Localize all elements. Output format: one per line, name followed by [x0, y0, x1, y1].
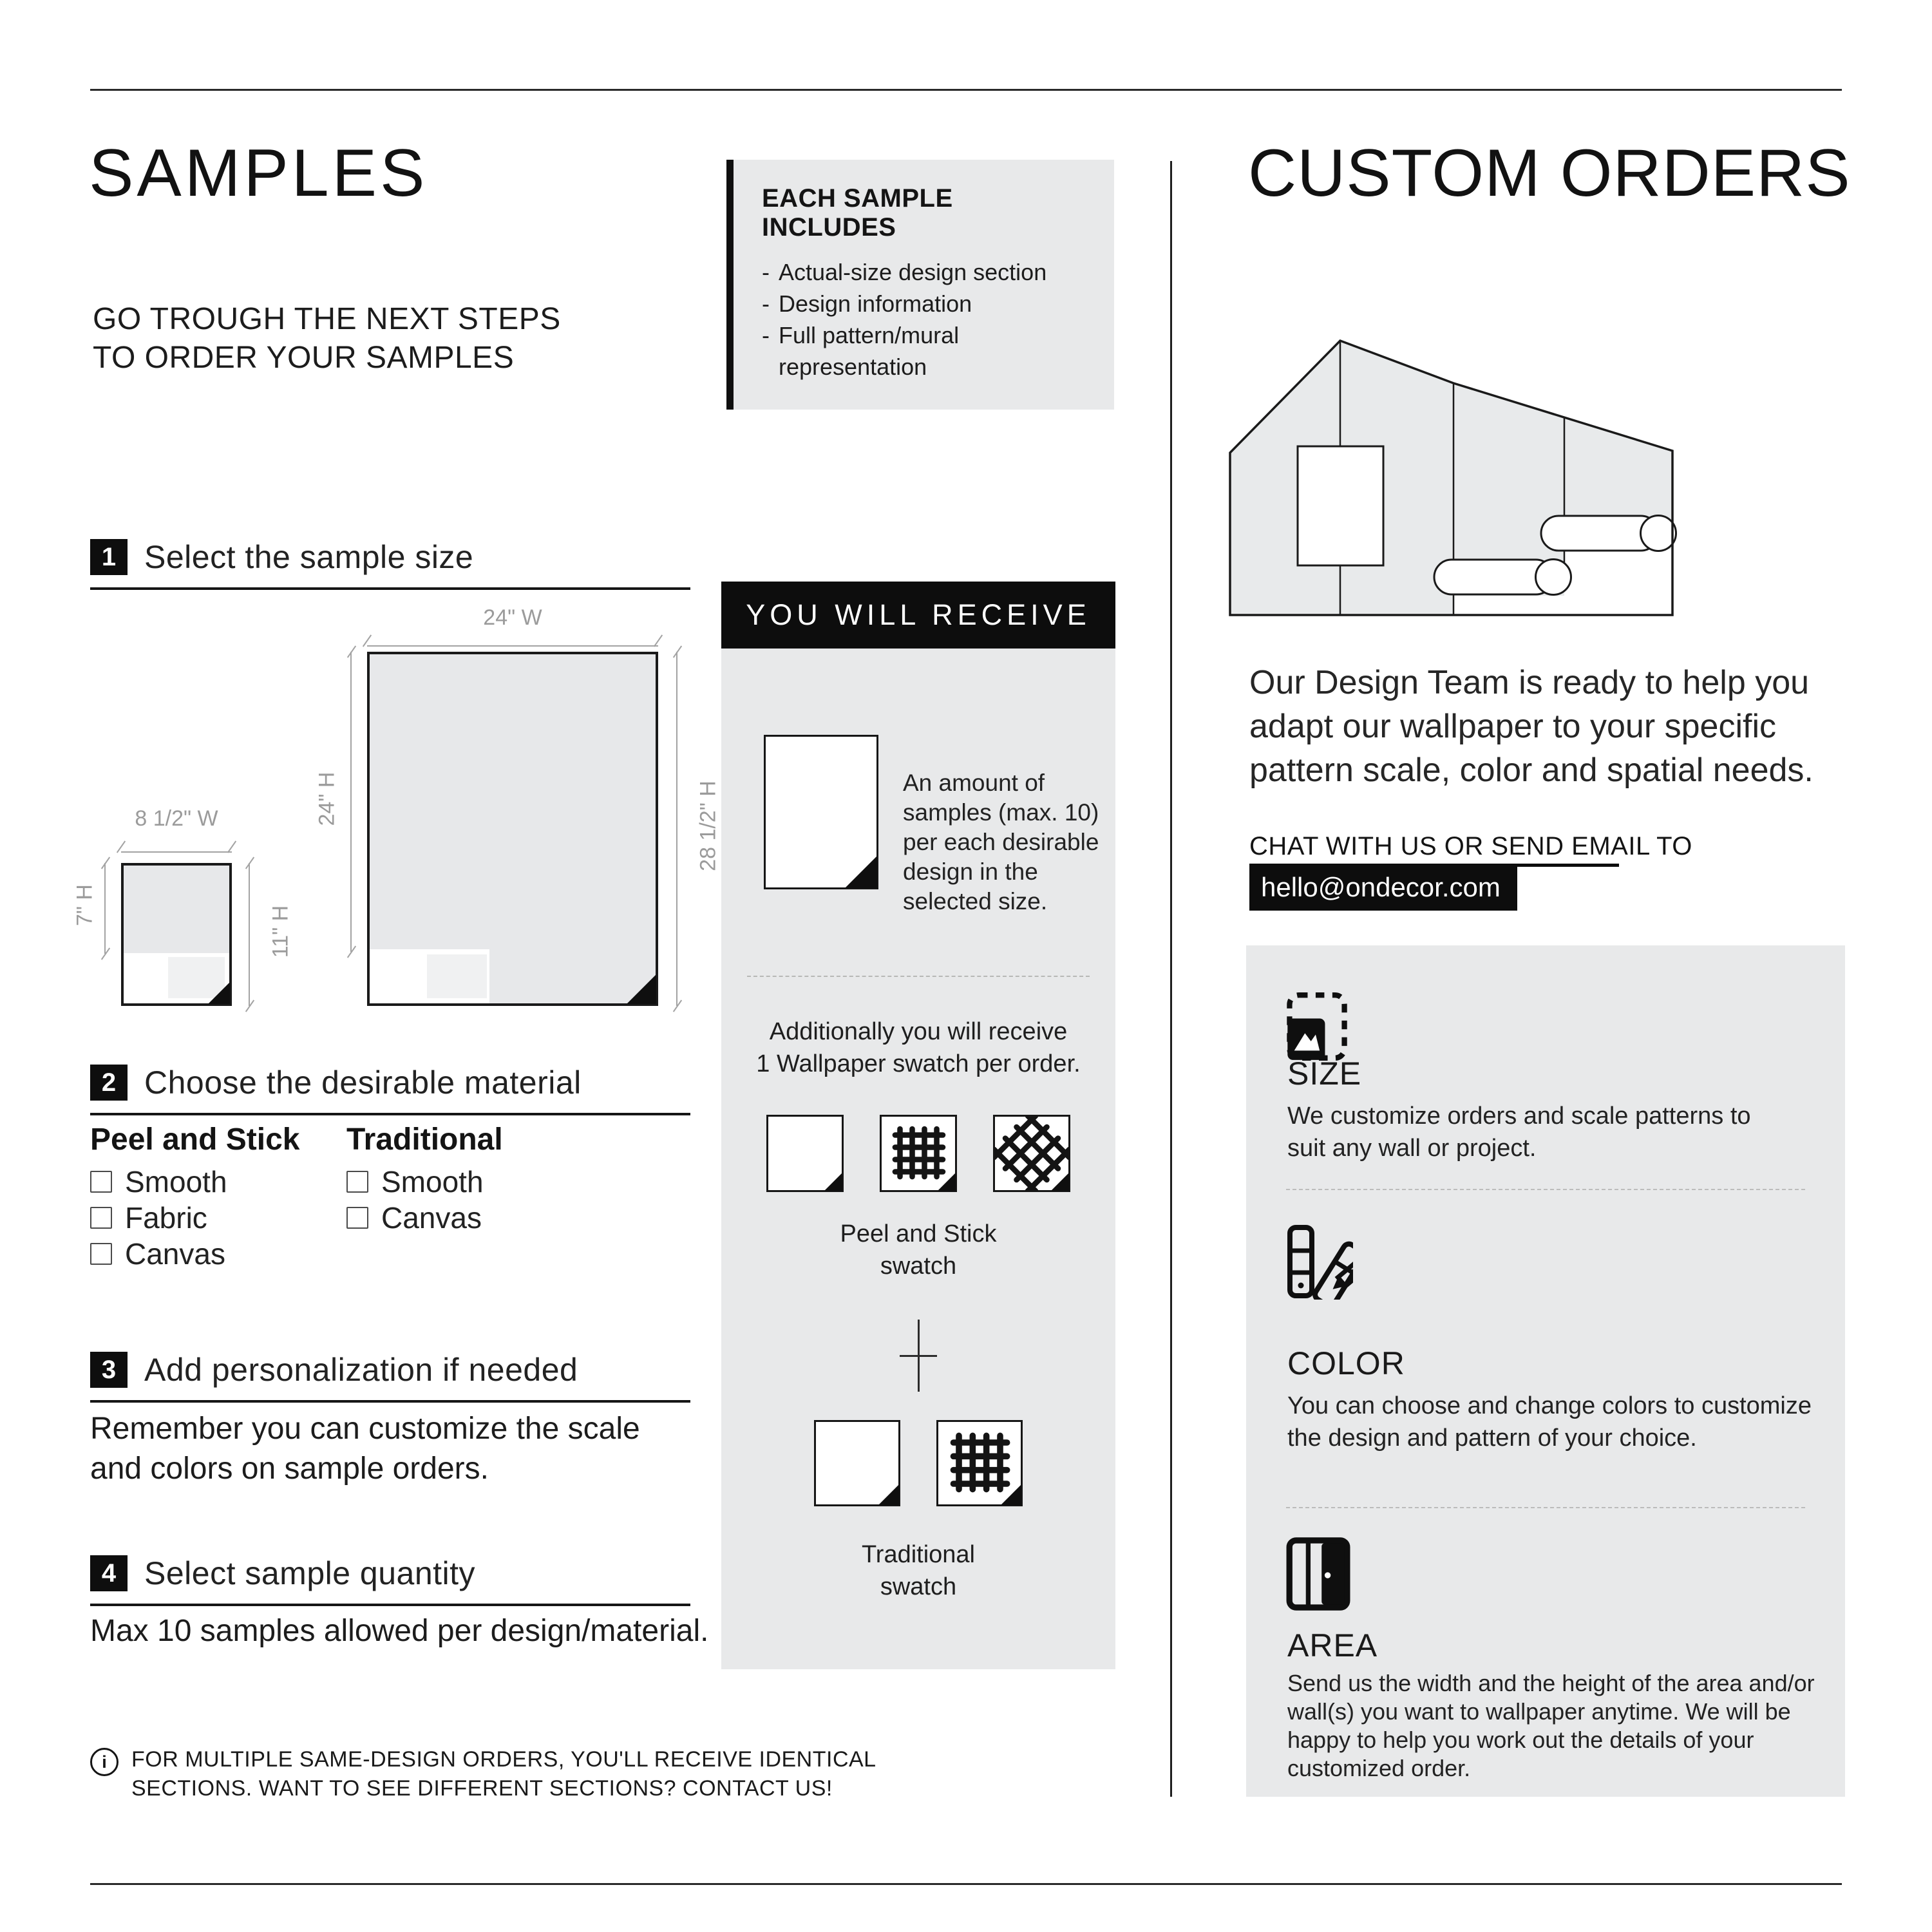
blank-swatch-icon — [814, 1420, 900, 1506]
includes-title: EACH SAMPLE INCLUDES — [762, 184, 953, 242]
receive-panel — [721, 649, 1115, 1669]
material-traditional-title: Traditional — [346, 1122, 503, 1157]
step-1-label: Select the sample size — [144, 539, 474, 575]
corner-fold-icon — [878, 1484, 899, 1505]
custom-features-panel — [1246, 945, 1845, 1797]
lattice-swatch-icon — [993, 1115, 1070, 1192]
plus-icon — [900, 1320, 937, 1392]
material-option-peel-fabric — [90, 1200, 207, 1235]
additional-text — [721, 1016, 1115, 1080]
house-wallpaper-illustration — [1227, 317, 1678, 620]
receive-samples-text: An amount of samples (max. 10) per each desirable design in the selected size. — [903, 770, 1099, 914]
corner-fold-icon — [1051, 1173, 1069, 1191]
additional-text-line1: Additionally you will receive — [769, 1018, 1068, 1045]
dimension-line-small-height-left — [104, 863, 106, 954]
peel-swatch-row — [721, 1115, 1115, 1192]
material-option-label: Canvas — [381, 1201, 482, 1235]
area-wall-icon — [1286, 1537, 1350, 1611]
dimension-label-large-width: 24" W — [483, 605, 542, 630]
dimension-label-small-width: 8 1/2" W — [135, 806, 218, 831]
grid-swatch-icon — [880, 1115, 957, 1192]
contact-label: CHAT WITH US OR SEND EMAIL TO — [1249, 832, 1692, 860]
bottom-rule — [90, 1883, 1842, 1885]
samples-intro-line1: GO TROUGH THE NEXT STEPS — [93, 302, 561, 336]
additional-text-line2: 1 Wallpaper swatch per order. — [756, 1050, 1081, 1077]
footer-note-line2: SECTIONS. WANT TO SEE DIFFERENT SECTIONS? CONTACT US! — [131, 1776, 833, 1801]
feature-title-color: COLOR — [1287, 1345, 1405, 1381]
color-swatchbook-icon — [1286, 1224, 1353, 1300]
samples-title: SAMPLES — [89, 136, 428, 211]
material-option-label: Canvas — [125, 1237, 225, 1271]
material-option-label: Smooth — [125, 1165, 227, 1198]
material-option-peel-smooth — [90, 1164, 227, 1199]
large-sheet-design-area — [370, 654, 656, 949]
corner-fold-icon — [938, 1173, 956, 1191]
corner-fold-icon — [824, 1173, 842, 1191]
dimension-label-small-height-left: 7" H — [72, 884, 97, 926]
traditional-swatch-label-line1: Traditional — [861, 1541, 975, 1568]
includes-item: - Design information — [762, 288, 1091, 319]
quantity-note: Max 10 samples allowed per design/material. — [90, 1614, 709, 1648]
checkbox[interactable] — [90, 1207, 112, 1229]
dimension-label-large-height-left: 24" H — [314, 772, 339, 826]
large-sheet-pattern-thumbnail — [427, 954, 487, 998]
checkbox[interactable] — [90, 1243, 112, 1265]
sample-size-diagram — [72, 605, 721, 1050]
step-3-heading — [90, 1351, 690, 1403]
feature-text-area: Send us the width and the height of the area and/or wall(s) you want to wallpaper anytime. We will be happy to help you work out the details of your customized order. — [1287, 1670, 1815, 1781]
small-sample-sheet — [121, 863, 232, 1006]
step-4-number: 4 — [90, 1555, 128, 1591]
footer-note — [131, 1745, 876, 1803]
dimension-line-small-width — [121, 851, 232, 853]
step-2-label: Choose the desirable material — [144, 1065, 582, 1101]
size-crop-icon — [1286, 992, 1348, 1061]
peel-swatch-label — [721, 1218, 1115, 1282]
step-4-label: Select sample quantity — [144, 1555, 476, 1591]
checkbox[interactable] — [346, 1207, 368, 1229]
traditional-swatch-row — [721, 1420, 1115, 1506]
dashed-divider — [1286, 1189, 1805, 1190]
sample-sheet-icon — [764, 735, 878, 889]
footer-note-line1: FOR MULTIPLE SAME-DESIGN ORDERS, YOU'LL RECEIVE IDENTICAL — [131, 1747, 876, 1772]
traditional-swatch-label-line2: swatch — [880, 1573, 957, 1600]
peel-swatch-label-line2: swatch — [880, 1253, 957, 1280]
dimension-line-large-height-left — [350, 652, 352, 952]
dashed-divider — [1286, 1507, 1805, 1508]
dimension-label-small-height-right: 11" H — [268, 905, 293, 958]
step-2-number: 2 — [90, 1065, 128, 1101]
custom-intro: Our Design Team is ready to help you adapt our wallpaper to your specific pattern scale, color and spatial needs. — [1249, 664, 1814, 789]
step-2-heading — [90, 1064, 690, 1115]
peel-swatch-label-line1: Peel and Stick — [840, 1220, 997, 1247]
personalization-note: Remember you can customize the scale and colors on sample orders. — [90, 1412, 640, 1486]
step-3-label: Add personalization if needed — [144, 1352, 578, 1388]
dashed-divider — [747, 976, 1090, 977]
includes-item: - Full pattern/mural representation — [762, 319, 1091, 383]
material-peel-title: Peel and Stick — [90, 1122, 300, 1157]
custom-orders-title: CUSTOM ORDERS — [1248, 136, 1851, 211]
material-option-label: Fabric — [125, 1201, 207, 1235]
email-link[interactable]: hello@ondecor.com — [1249, 867, 1517, 911]
corner-fold-icon — [627, 974, 656, 1004]
step-1-heading — [90, 538, 690, 590]
dimension-line-large-height-right — [676, 652, 677, 1006]
feature-title-size: SIZE — [1287, 1056, 1362, 1092]
step-4-heading — [90, 1555, 690, 1606]
material-option-peel-canvas — [90, 1236, 225, 1271]
checkbox[interactable] — [90, 1171, 112, 1193]
feature-text-color: You can choose and change colors to customize the design and pattern of your choice. — [1287, 1392, 1812, 1452]
step-1-number: 1 — [90, 539, 128, 575]
top-rule — [90, 89, 1842, 91]
dimension-line-small-height-right — [249, 863, 250, 1006]
material-option-traditional-canvas — [346, 1200, 482, 1235]
corner-fold-icon — [845, 856, 877, 888]
includes-item: - Actual-size design section — [762, 256, 1091, 288]
checkbox[interactable] — [346, 1171, 368, 1193]
corner-fold-icon — [1001, 1484, 1021, 1505]
grid-swatch-icon — [936, 1420, 1023, 1506]
dimension-label-large-height-right: 28 1/2" H — [696, 781, 721, 871]
material-option-traditional-smooth — [346, 1164, 484, 1199]
includes-box — [726, 160, 1114, 410]
samples-intro-line2: TO ORDER YOUR SAMPLES — [93, 341, 515, 375]
small-sheet-design-area — [124, 866, 229, 953]
info-icon: i — [90, 1748, 118, 1776]
samples-intro — [93, 300, 561, 377]
step-3-number: 3 — [90, 1352, 128, 1388]
feature-text-size: We customize orders and scale patterns to suit any wall or project. — [1287, 1103, 1751, 1162]
corner-fold-icon — [208, 982, 230, 1004]
large-sample-sheet — [367, 652, 658, 1006]
dimension-line-large-width — [367, 645, 658, 647]
receive-banner: YOU WILL RECEIVE — [721, 582, 1115, 649]
section-divider — [1170, 161, 1172, 1797]
material-option-label: Smooth — [381, 1165, 484, 1198]
feature-title-area: AREA — [1287, 1627, 1378, 1663]
traditional-swatch-label — [721, 1539, 1115, 1603]
blank-swatch-icon — [766, 1115, 844, 1192]
